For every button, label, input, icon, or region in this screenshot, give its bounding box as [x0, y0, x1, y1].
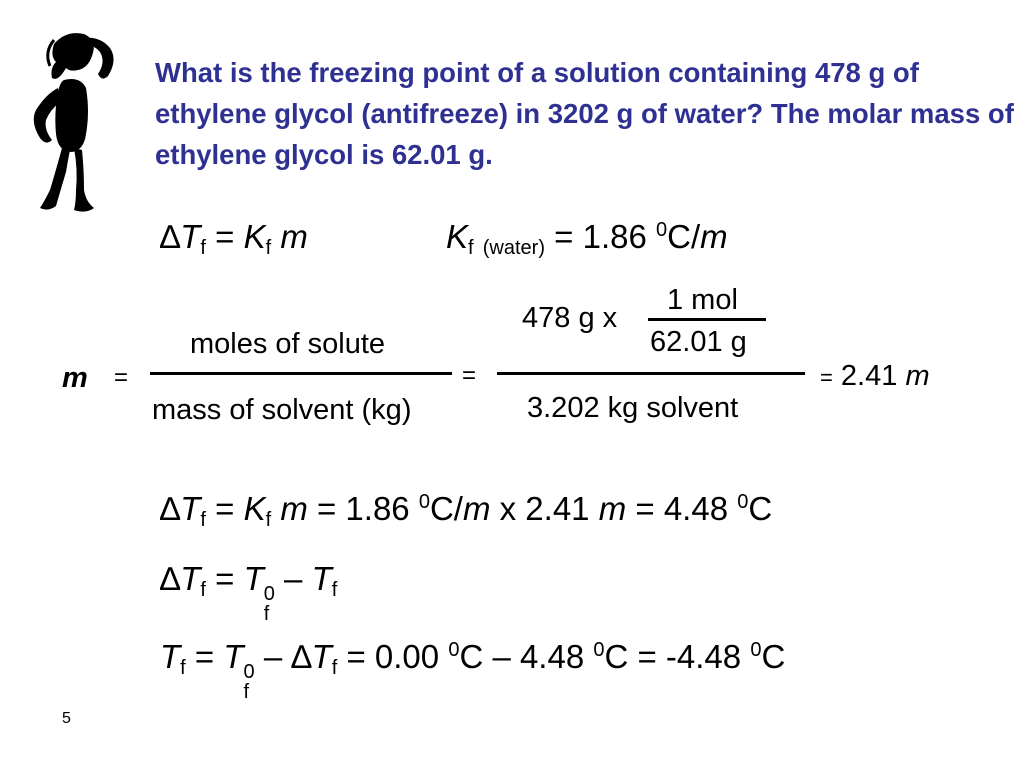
- equals-sign: =: [215, 490, 235, 527]
- final-freezing-point: [160, 638, 785, 702]
- t-symbol: T: [180, 490, 201, 527]
- t-symbol: T: [311, 638, 332, 675]
- molality-result: [820, 360, 930, 393]
- kf-water-constant: [446, 218, 728, 260]
- molality-symbol-bold: m: [62, 362, 88, 394]
- f-subscript: f: [200, 579, 206, 601]
- equals-sign: =: [194, 638, 215, 675]
- f-subscript: f: [243, 681, 250, 703]
- result-value: 2.41: [840, 360, 898, 392]
- t-symbol: T: [180, 218, 201, 255]
- inner-denominator: 62.01 g: [650, 326, 747, 358]
- multiply-text: x 2.41: [499, 490, 590, 527]
- degree-superscript: 0: [737, 491, 749, 513]
- calc-text: C – 4.48: [459, 638, 585, 675]
- freezing-point-depression-formula: [160, 218, 308, 260]
- zero-superscript: 0: [263, 583, 275, 605]
- sub-sup-stack: [244, 662, 255, 702]
- result-value: = 4.48: [635, 490, 729, 527]
- degree-superscript: 0: [750, 639, 762, 661]
- delta-symbol: ∆: [291, 638, 312, 675]
- f-subscript: f: [331, 579, 338, 601]
- f-subscript: f: [265, 237, 272, 259]
- k-symbol: K: [243, 218, 266, 255]
- outer-denominator: 3.202 kg solvent: [527, 392, 739, 424]
- f-subscript: f: [265, 509, 272, 531]
- t-symbol: T: [180, 560, 201, 597]
- equals-sign: =: [215, 560, 235, 597]
- zero-superscript: 0: [243, 661, 255, 683]
- equals-sign-1: =: [114, 364, 129, 391]
- minus-sign: –: [284, 560, 303, 597]
- page-number: 5: [62, 710, 71, 727]
- degree-superscript: 0: [448, 639, 460, 661]
- unit-text: C/: [667, 218, 701, 255]
- mass-text: 478 g x: [522, 302, 618, 334]
- molality-unit: m: [700, 218, 728, 255]
- degree-superscript: 0: [418, 491, 430, 513]
- question-text: What is the freezing point of a solution containing 478 g of ethylene glycol (antifreeze) in 3202 g of water? The molar mass of ethylene glycol is 62.01 g.: [155, 57, 1014, 170]
- fraction-numerator: moles of solute: [190, 328, 386, 360]
- fraction-line-1: [150, 372, 452, 375]
- f-subscript: f: [468, 237, 474, 259]
- t-symbol: T: [311, 560, 332, 597]
- molality-symbol: m: [280, 490, 308, 527]
- f-subscript: f: [180, 657, 186, 679]
- unit-text: C: [761, 638, 786, 675]
- fraction-line-inner: [648, 318, 766, 321]
- k-symbol: K: [243, 490, 266, 527]
- molality-unit: m: [598, 490, 627, 527]
- k-symbol: K: [446, 218, 469, 255]
- f-subscript: f: [200, 237, 206, 259]
- equals-sign: =: [215, 218, 235, 255]
- kf-value: = 1.86: [554, 218, 647, 255]
- delta-symbol: ∆: [160, 218, 181, 255]
- equals-sign-2: =: [462, 362, 477, 389]
- t-symbol: T: [160, 638, 181, 675]
- thinking-person-clipart-icon: [14, 22, 126, 214]
- degree-superscript: 0: [593, 639, 605, 661]
- f-subscript: f: [263, 603, 270, 625]
- molality-symbol: m: [280, 218, 308, 255]
- f-subscript: f: [200, 509, 206, 531]
- f-subscript: f: [331, 657, 338, 679]
- unit-text: C: [748, 490, 773, 527]
- molality-unit: m: [905, 360, 930, 392]
- t-symbol: T: [243, 560, 264, 597]
- molality-unit: m: [462, 490, 491, 527]
- delta-tf-calculation: [160, 490, 772, 532]
- calc-text: C = -4.48: [604, 638, 742, 675]
- inner-numerator: 1 mol: [667, 284, 738, 316]
- kf-value: = 1.86: [316, 490, 410, 527]
- unit-text: C/: [429, 490, 463, 527]
- t-symbol: T: [223, 638, 244, 675]
- water-subscript: (water): [482, 237, 545, 259]
- delta-tf-definition: [160, 560, 337, 624]
- degree-superscript: 0: [656, 219, 668, 241]
- delta-symbol: ∆: [160, 490, 181, 527]
- equals-sign: =: [820, 365, 833, 390]
- minus-sign: –: [263, 638, 283, 675]
- calc-text: = 0.00: [346, 638, 440, 675]
- fraction-denominator: mass of solvent (kg): [152, 394, 412, 426]
- sub-sup-stack: [264, 584, 275, 624]
- fraction-line-2: [497, 372, 805, 375]
- delta-symbol: ∆: [160, 560, 181, 597]
